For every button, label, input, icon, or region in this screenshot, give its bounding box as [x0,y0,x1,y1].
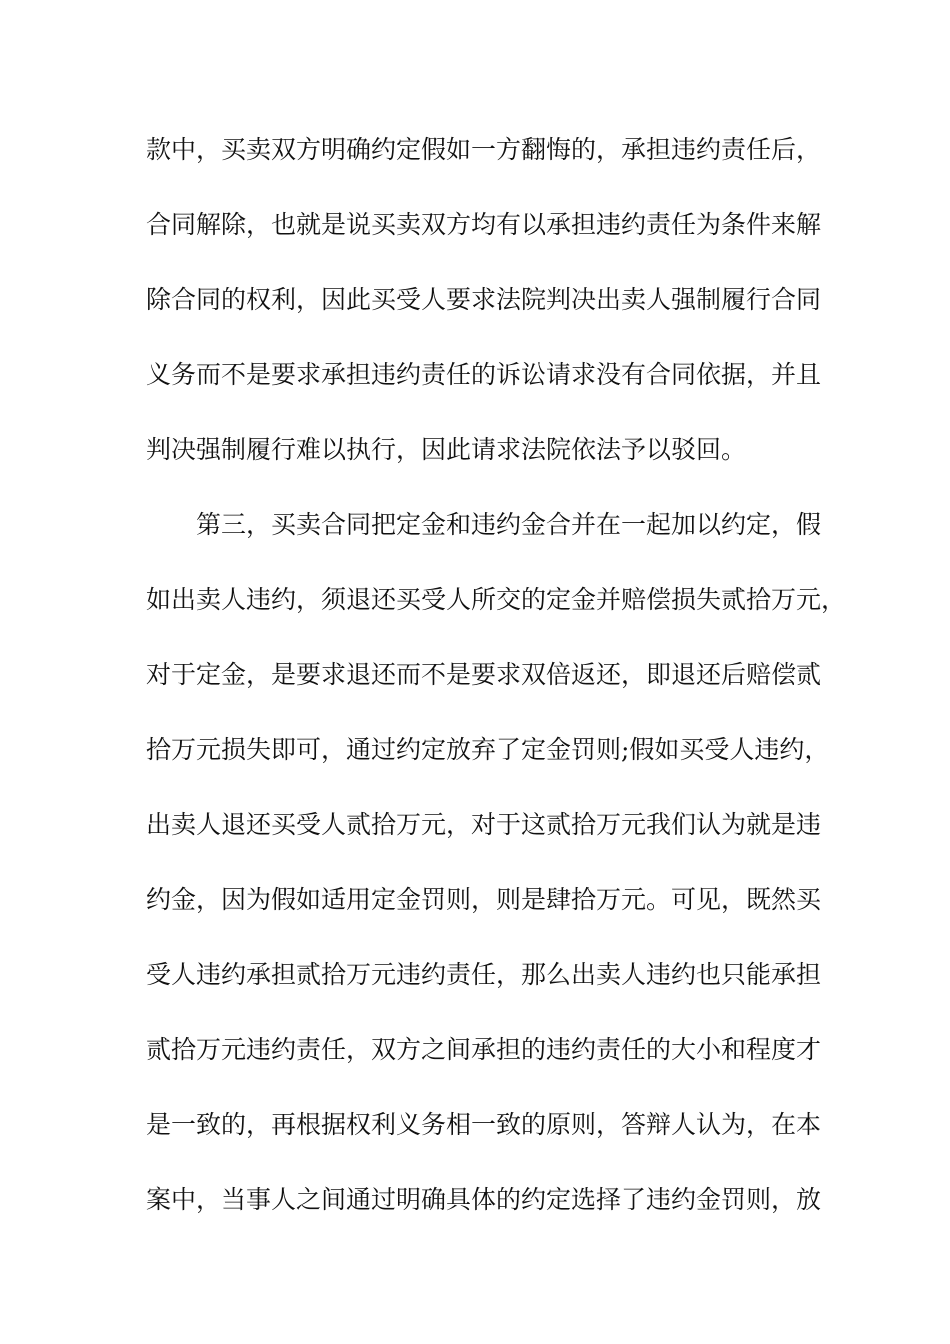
text-line: 拾万元损失即可，通过约定放弃了定金罚则;假如买受人违约， [146,735,830,764]
text-line: 受人违约承担贰拾万元违约责任，那么出卖人违约也只能承担 [146,960,822,989]
text-line: 款中，买卖双方明确约定假如一方翻悔的，承担违约责任后， [146,135,822,164]
text-line: 案中，当事人之间通过明确具体的约定选择了违约金罚则，放 [146,1185,822,1214]
text-line: 是一致的，再根据权利义务相一致的原则，答辩人认为，在本 [146,1110,822,1139]
text-line: 约金，因为假如适用定金罚则，则是肆拾万元。可见，既然买 [146,885,822,914]
text-line: 如出卖人违约，须退还买受人所交的定金并赔偿损失贰拾万元， [146,585,847,614]
text-line: 除合同的权利，因此买受人要求法院判决出卖人强制履行合同 [146,285,822,314]
text-line: 对于定金，是要求退还而不是要求双倍返还，即退还后赔偿贰 [146,660,822,689]
text-line: 出卖人退还买受人贰拾万元，对于这贰拾万元我们认为就是违 [146,810,822,839]
paragraph-first-line: 第三，买卖合同把定金和违约金合并在一起加以约定，假 [196,510,822,539]
text-line: 合同解除，也就是说买卖双方均有以承担违约责任为条件来解 [146,210,822,239]
text-line: 贰拾万元违约责任，双方之间承担的违约责任的大小和程度才 [146,1035,822,1064]
text-line: 义务而不是要求承担违约责任的诉讼请求没有合同依据，并且 [146,360,822,389]
text-line: 判决强制履行难以执行，因此请求法院依法予以驳回。 [146,435,747,464]
